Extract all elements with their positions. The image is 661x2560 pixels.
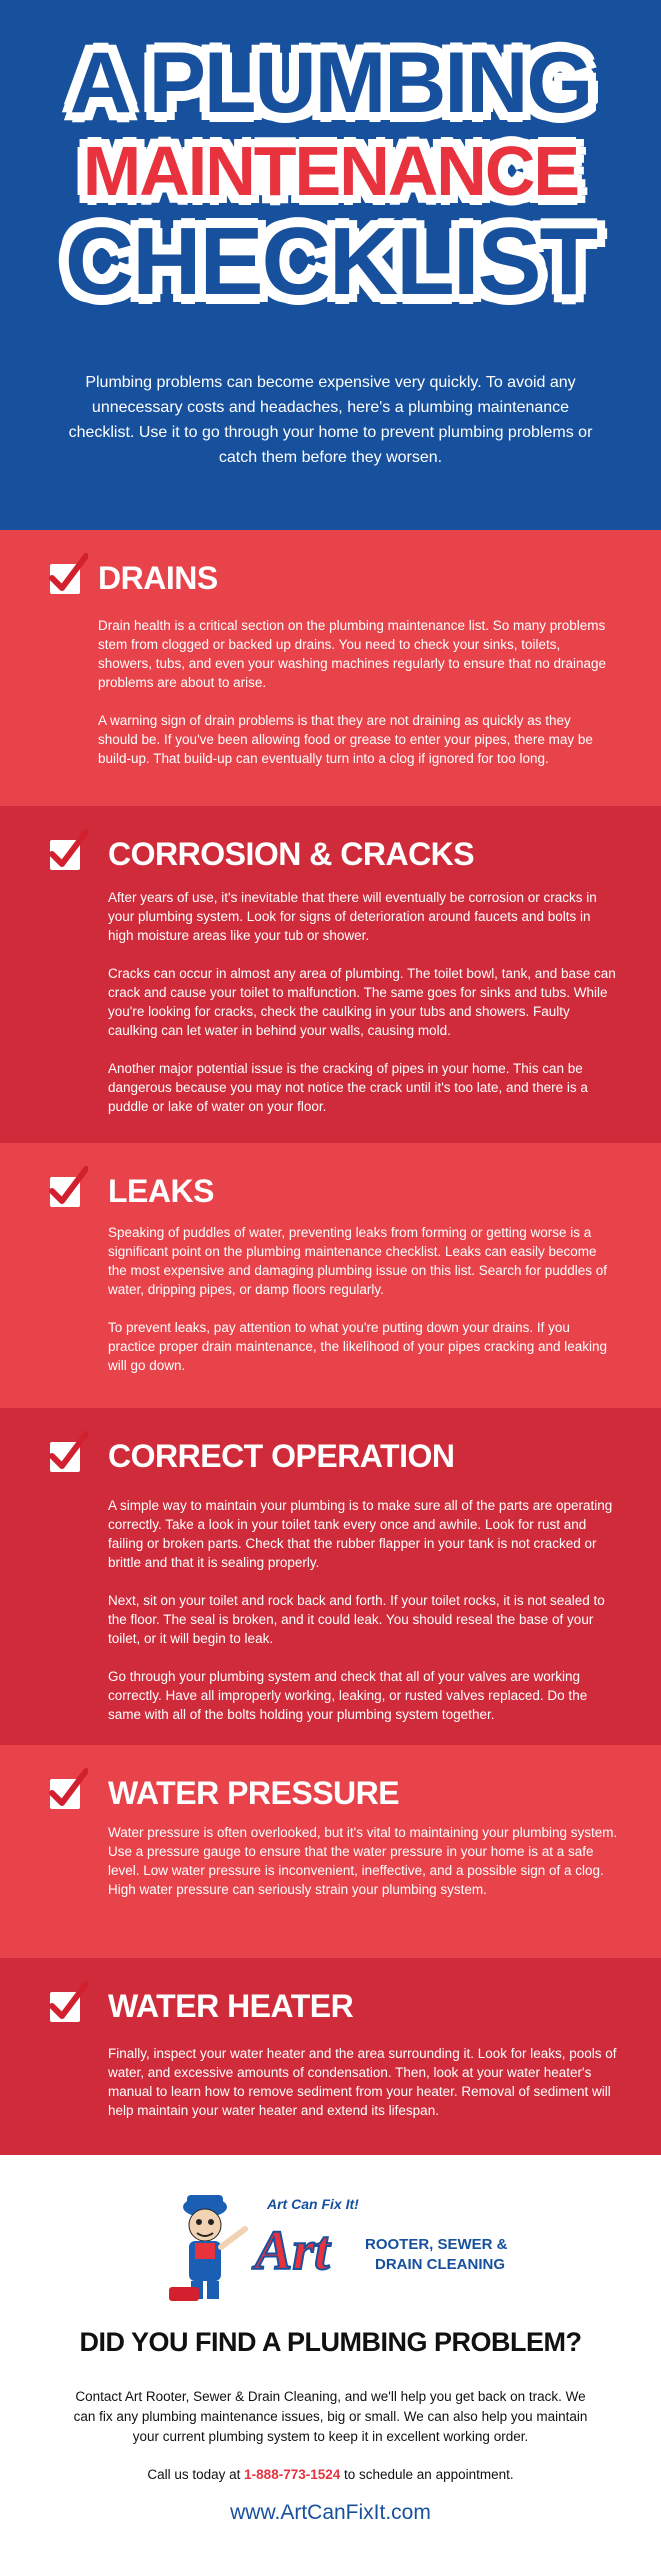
checkmark-icon [50,1992,80,2022]
section-drains [0,530,661,806]
title-line-2: MAINTENANCE [82,132,579,210]
page-title [0,35,661,315]
cta-title: DID YOU FIND A PLUMBING PROBLEM? [79,2327,582,2357]
cta-call-line [0,2467,661,2482]
paragraph: Go through your plumbing system and check that all of your valves are working correctly. Have all improperly working, leaking, or rusted valves replaced. Do the same with all of the bolts holding your plumbing system together. [108,1669,588,1722]
title-line-3: CHECKLIST [64,208,597,315]
paragraph: Water pressure is often overlooked, but it's vital to maintaining your plumbing system. Use a pressure gauge to ensure that the water pressure in your home is at a safe level. Low water pressure is inconvenient, ineffective, and a possible sign of a clog. High water pressure can seriously strain your plumbing system. [108,1825,618,1897]
logo-tagline: Art Can Fix It! [267,2196,359,2212]
paragraph: Drain health is a critical section on the plumbing maintenance list. So many problems stem from clogged or backed up drains. You need to check your sinks, toilets, showers, tubs, and even your washing machines regularly to ensure that no drainage problems are about to arise. [98,618,607,690]
paragraph: Next, sit on your toilet and rock back and forth. If your toilet rocks, it is not sealed to the floor. The seal is broken, and it could leak. You should reseal the base of your toilet, or it will begin to leak. [108,1593,605,1646]
section-title: WATER PRESSURE [108,1775,400,1811]
call-prefix: Call us today at [147,2467,245,2482]
checkmark-icon [50,564,80,594]
logo-line-1: ROOTER, SEWER & [365,2236,508,2253]
call-suffix: to schedule an appointment. [340,2467,514,2482]
company-logo [155,2177,515,2317]
paragraph: To prevent leaks, pay attention to what you're putting down your drains. If you practice proper drain maintenance, the likelihood of your pipes cracking and leaking will go down. [108,1320,608,1373]
checkmark-icon [50,1779,80,1809]
checkmark-icon [50,840,80,870]
section-title: WATER HEATER [108,1988,354,2024]
section-body [108,1223,618,1394]
section-body [98,616,608,787]
cta-body: Contact Art Rooter, Sewer & Drain Cleaning, and we'll help you get back on track. We can fix any plumbing maintenance issues, big or small. We can also help you maintain your current plumbing system to keep it in excellent working order. [73,2389,588,2444]
checkmark-icon [50,1177,80,1207]
section-title: CORROSION & CRACKS [108,836,475,872]
logo-brand: Art [255,2220,330,2282]
section-body [108,2044,618,2139]
intro-text: Plumbing problems can become expensive very quickly. To avoid any unnecessary costs and headaches, here's a plumbing maintenance checklist. Use it to go through your home to prevent plumbing problems or catch them before they worsen. [68,374,593,466]
section-water-heater [0,1958,661,2155]
phone-link[interactable]: 1-888-773-1524 [244,2467,341,2482]
website-link[interactable]: www.ArtCanFixIt.com [230,2501,431,2524]
section-water-pressure [0,1745,661,1958]
mascot-icon [169,2195,245,2301]
section-body [108,888,618,1135]
footer-cta [0,2155,661,2560]
section-correct-operation [0,1408,661,1745]
header-banner [0,0,661,530]
paragraph: Another major potential issue is the cracking of pipes in your home. This can be dangerous because you may not notice the crack until it's too late, and there is a puddle or lake of water on your floor. [108,1061,588,1114]
title-line-1: A PLUMBING [69,35,592,131]
paragraph: A simple way to maintain your plumbing is to make sure all of the parts are operating correctly. Take a look in your toilet tank every once and awhile. Look for rust and failing or broken parts. Check that the rubber flapper in your tank is not cracked or brittle and that it is sealing properly. [108,1498,613,1570]
section-title: DRAINS [98,560,218,596]
section-title: CORRECT OPERATION [108,1438,455,1474]
section-body [108,1496,618,1743]
paragraph: Speaking of puddles of water, preventing leaks from forming or getting worse is a significant point on the plumbing maintenance checklist. Leaks can easily become the most expensive and damaging plumbing issue on this list. Search for puddles of water, dripping pipes, or damp floors regularly. [108,1225,608,1297]
section-corrosion-cracks [0,806,661,1143]
section-body [108,1823,618,1918]
section-title: LEAKS [108,1173,214,1209]
paragraph: Finally, inspect your water heater and the area surrounding it. Look for leaks, pools of water, and excessive amounts of condensation. Then, look at your water heater's manual to learn how to remove sediment from your heater. Removal of sediment will help maintain your water heater and extend its lifespan. [108,2046,617,2118]
paragraph: A warning sign of drain problems is that they are not draining as quickly as they should be. If you've been allowing food or grease to enter your pipes, there may be build-up. That build-up can eventually turn into a clog if ignored for too long. [98,713,593,766]
paragraph: Cracks can occur in almost any area of plumbing. The toilet bowl, tank, and base can crack and cause your toilet to malfunction. The same goes for sinks and tubs. While you're looking for cracks, check the caulking in your tubs and showers. Faulty caulking can let water in behind your walls, causing mold. [108,966,616,1038]
paragraph: After years of use, it's inevitable that there will eventually be corrosion or cracks in your plumbing system. Look for signs of deterioration around faucets and bolts in high moisture areas like your tub or shower. [108,890,597,943]
logo-line-2: DRAIN CLEANING [375,2256,505,2273]
checkmark-icon [50,1442,80,1472]
section-leaks [0,1143,661,1408]
